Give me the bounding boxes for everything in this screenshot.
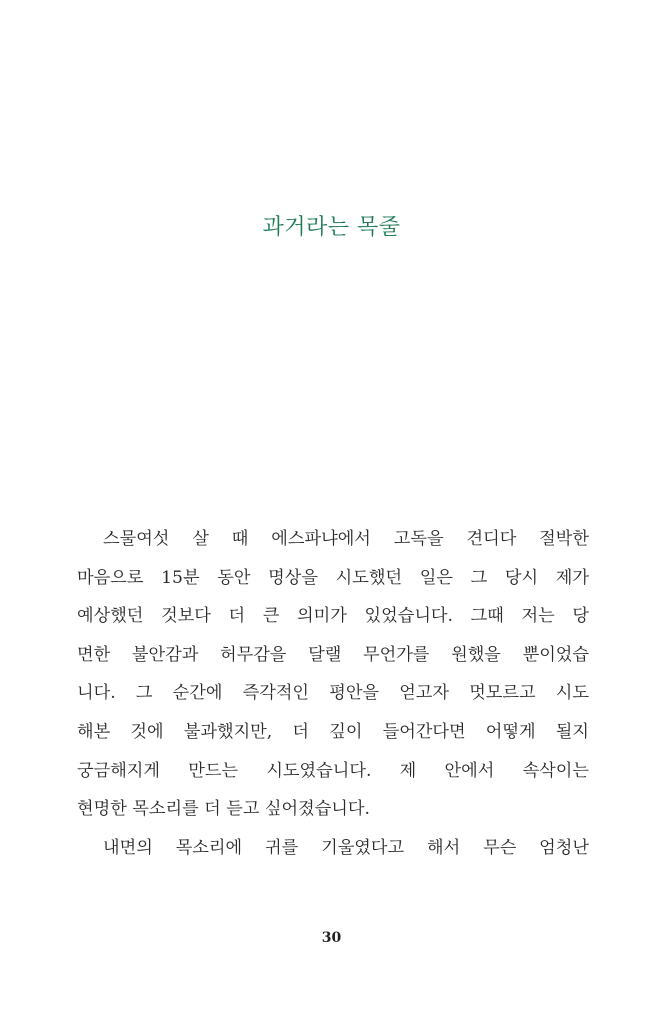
chapter-title: 과거라는 목줄 xyxy=(262,215,401,240)
page-number: 30 xyxy=(321,930,342,946)
body-line-5: 니다. 그 순간에 즉각적인 평안을 얻고자 멋모르고 시도 xyxy=(77,683,589,704)
body-line-6: 해본 것에 불과했지만, 더 깊이 들어간다면 어떻게 될지 xyxy=(77,721,589,742)
body-line-3: 예상했던 것보다 더 큰 의미가 있었습니다. 그때 저는 당 xyxy=(77,606,589,627)
body-line-4: 면한 불안감과 허무감을 달랠 무언가를 원했을 뿐이었습 xyxy=(77,644,589,665)
body-line-8: 현명한 목소리를 더 듣고 싶어졌습니다. xyxy=(77,799,370,820)
body-line-1: 스물여섯 살 때 에스파냐에서 고독을 견디다 절박한 xyxy=(103,529,589,549)
body-line-9: 내면의 목소리에 귀를 기울였다고 해서 무슨 엄청난 xyxy=(103,837,589,858)
body-line-2: 마음으로 15분 동안 명상을 시도했던 일은 그 당시 제가 xyxy=(77,567,589,588)
body-line-7: 궁금해지게 만드는 시도였습니다. 제 안에서 속삭이는 xyxy=(77,760,589,781)
body-text xyxy=(77,520,589,867)
